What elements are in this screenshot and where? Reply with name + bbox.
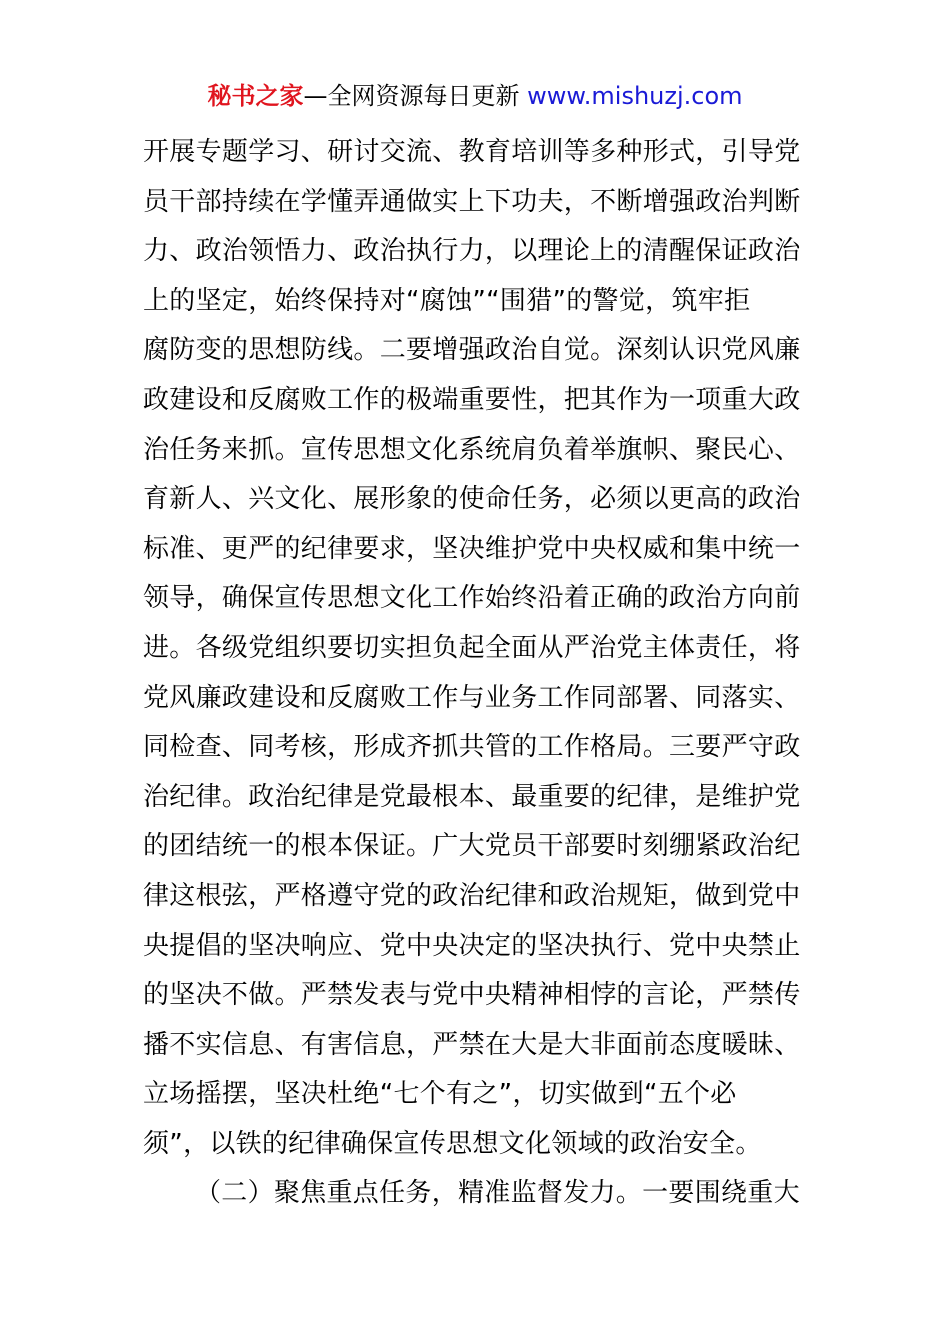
text-line: 标准、更严的纪律要求，坚决维护党中央权威和集中统一 <box>143 533 801 564</box>
text-line: 开展专题学习、研讨交流、教育培训等多种形式，引导党 <box>143 137 801 167</box>
text-line: 力、政治领悟力、政治执行力，以理论上的清醒保证政治 <box>143 236 801 267</box>
site-url: www.mishuzj.com <box>527 82 743 110</box>
document-body <box>143 128 813 1219</box>
section-heading-line: （二）聚焦重点任务，精准监督发力。一要围绕重大 <box>195 1178 800 1209</box>
page-header <box>0 80 950 112</box>
text-line: 领导，确保宣传思想文化工作始终沿着正确的政治方向前 <box>143 583 801 614</box>
text-line: 腐防变的思想防线。二要增强政治自觉。深刻认识党风廉 <box>143 335 801 366</box>
text-line: 员干部持续在学懂弄通做实上下功夫，不断增强政治判断 <box>143 186 801 217</box>
text-line: 党风廉政建设和反腐败工作与业务工作同部署、同落实、 <box>143 682 801 713</box>
text-line: 政建设和反腐败工作的极端重要性，把其作为一项重大政 <box>143 384 801 415</box>
text-line: 进。各级党组织要切实担负起全面从严治党主体责任，将 <box>143 632 801 663</box>
text-line: 的坚决不做。严禁发表与党中央精神相悖的言论，严禁传 <box>143 980 801 1011</box>
text-line: 育新人、兴文化、展形象的使命任务，必须以更高的政治 <box>143 484 801 515</box>
text-line: 央提倡的坚决响应、党中央决定的坚决执行、党中央禁止 <box>143 930 801 961</box>
header-tagline: —全网资源每日更新 <box>303 82 528 110</box>
text-line: 同检查、同考核，形成齐抓共管的工作格局。三要严守政 <box>143 732 801 763</box>
text-line: 治纪律。政治纪律是党最根本、最重要的纪律，是维护党 <box>143 781 801 812</box>
text-line: 须”，以铁的纪律确保宣传思想文化领域的政治安全。 <box>143 1128 762 1159</box>
text-line: 播不实信息、有害信息，严禁在大是大非面前态度暖昧、 <box>143 1029 801 1060</box>
text-line: 律这根弦，严格遵守党的政治纪律和政治规矩，做到党中 <box>143 880 801 911</box>
text-line: 治任务来抓。宣传思想文化系统肩负着举旗帜、聚民心、 <box>143 434 801 465</box>
text-line: 立场摇摆，坚决杜绝“七个有之”，切实做到“五个必 <box>143 1079 737 1110</box>
text-line: 上的坚定，始终保持对“腐蚀”“围猎”的警觉，筑牢拒 <box>143 285 751 316</box>
text-line: 的团结统一的根本保证。广大党员干部要时刻绷紧政治纪 <box>143 831 801 862</box>
brand-name: 秘书之家 <box>207 82 304 110</box>
